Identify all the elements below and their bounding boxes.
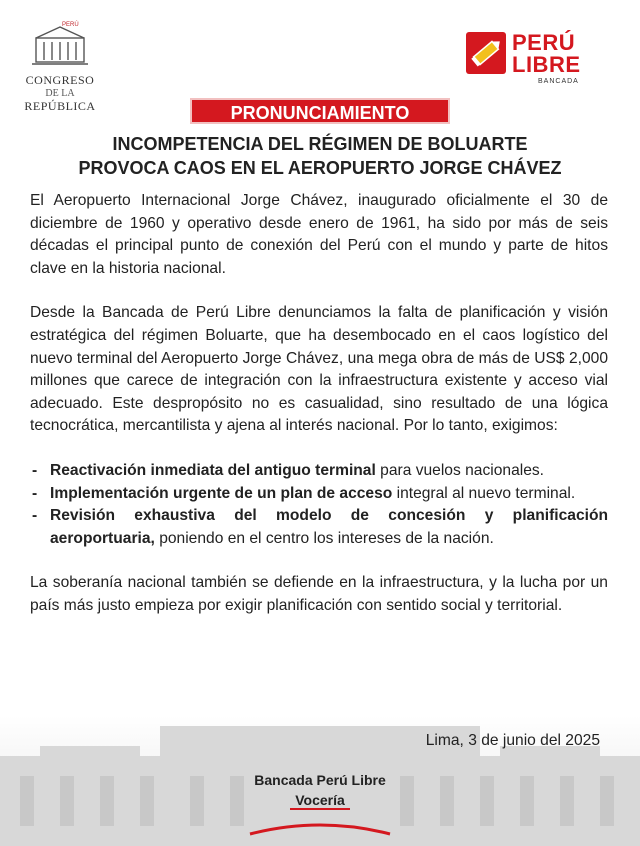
congreso-logo-peru: PERÚ xyxy=(62,22,79,28)
demands-list xyxy=(30,460,608,550)
signature-line1: Bancada Perú Libre xyxy=(254,772,386,788)
signature-line2: Vocería xyxy=(295,792,345,808)
statement-body xyxy=(30,190,608,640)
congress-building-icon xyxy=(30,24,90,66)
demand-rest: poniendo en el centro los intereses de la nación. xyxy=(154,529,494,547)
demand-dash: - xyxy=(32,484,38,502)
paragraph-soberania: La soberanía nacional también se defiende en la infraestructura, y la lucha por un país más justo empieza por exigir planificación con sentido social y territorial. xyxy=(30,574,608,614)
headline xyxy=(40,132,600,180)
pencil-icon xyxy=(466,32,506,74)
demand-rest: integral al nuevo terminal. xyxy=(392,484,576,502)
demand-item xyxy=(30,505,608,550)
peru-libre-word-libre: LIBRE xyxy=(512,52,581,77)
paragraph-denuncia: Desde la Bancada de Perú Libre denunciamos la falta de planificación y visión estratégica del régimen Boluarte, que ha desembocado en el caos logístico del nuevo terminal del Aeropuerto Jorge Chávez, una mega obra de más de US$ 2,000 millones que carece de integración con la infraestructura existente y acceso vial adecuado. Este despropósito no es casualidad, sino resultado de una lógica tecnocrática, mercantilista y ajena al interés nacional. Por lo tanto, exigimos: xyxy=(30,304,608,435)
demand-rest: para vuelos nacionales. xyxy=(375,461,545,479)
peru-libre-word-peru: PERÚ xyxy=(512,30,576,55)
signature-block xyxy=(0,770,640,810)
demand-bold: Implementación urgente de un plan de acceso xyxy=(50,484,393,502)
headline-line1: INCOMPETENCIA DEL RÉGIMEN DE BOLUARTE xyxy=(112,134,528,154)
statement-date: Lima, 3 de junio del 2025 xyxy=(425,732,600,749)
demand-dash: - xyxy=(32,507,38,525)
demand-dash: - xyxy=(32,461,38,479)
demand-bold: Revisión exhaustiva del modelo de concesión y planificación aeroportuaria, xyxy=(50,507,608,547)
congreso-logo-line1: CONGRESO xyxy=(25,73,95,87)
pronunciamiento-banner: PRONUNCIAMIENTO xyxy=(190,98,450,124)
demand-item xyxy=(30,460,608,483)
congreso-logo xyxy=(18,24,102,114)
paragraph-history: El Aeropuerto Internacional Jorge Chávez, inaugurado oficialmente el 30 de diciembre de 1960 y operativo desde enero de 1961, ha sido por más de seis décadas el principal punto de conexión del Perú con el mundo y parte de hitos clave en la historia nacional. xyxy=(30,192,608,277)
congreso-logo-line3: REPÚBLICA xyxy=(24,99,96,113)
demand-bold: Reactivación inmediata del antiguo terminal xyxy=(50,461,376,479)
peru-libre-word-bancada: BANCADA xyxy=(538,78,579,85)
peru-libre-logo xyxy=(466,32,606,92)
headline-line2: PROVOCA CAOS EN EL AEROPUERTO JORGE CHÁVEZ xyxy=(78,158,562,178)
demand-item xyxy=(30,483,608,506)
congreso-logo-line2: DE LA xyxy=(45,88,75,99)
